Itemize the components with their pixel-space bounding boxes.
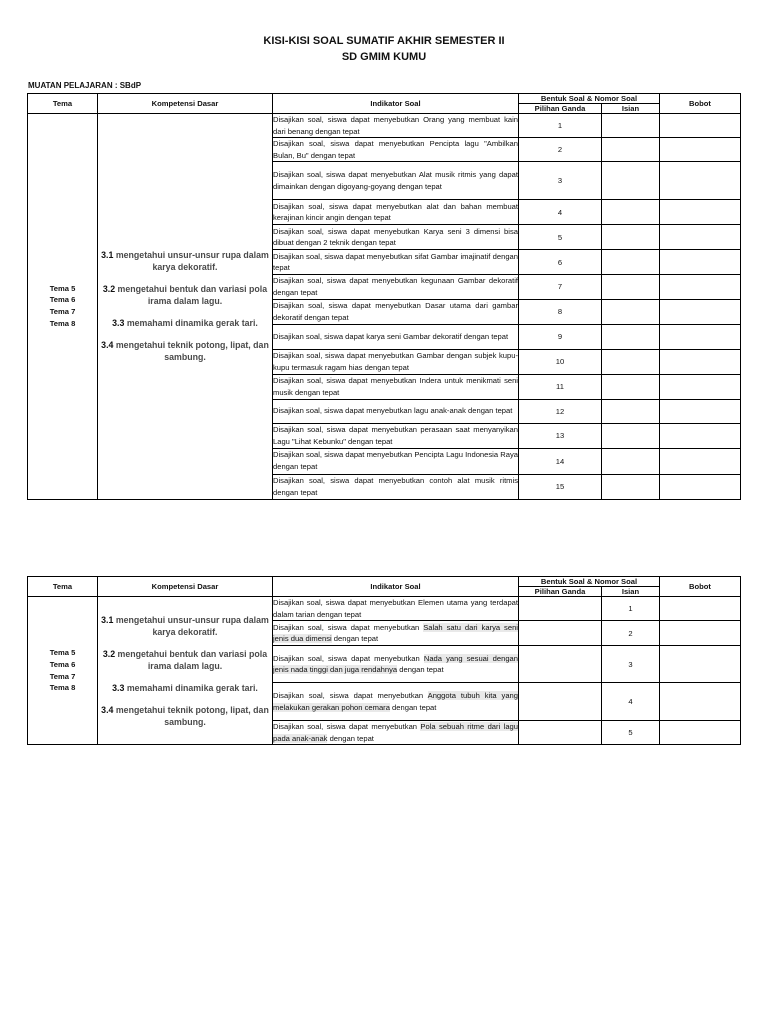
isian-number: 5 bbox=[602, 721, 660, 745]
indikator-text: Disajikan soal, siswa dapat menyebutkan bbox=[273, 653, 424, 663]
header-pilihan-ganda: Pilihan Ganda bbox=[519, 587, 602, 597]
kompetensi-dasar-item bbox=[98, 339, 272, 363]
isian-cell bbox=[602, 423, 660, 448]
indikator-cell: Disajikan soal, siswa dapat menyebutkan Dasar utama dari gambar dekoratif dengan tepat bbox=[273, 299, 519, 324]
kd-number: 3.3 bbox=[112, 318, 125, 329]
indikator-cell: Disajikan soal, siswa dapat menyebutkan Indera untuk menikmati seni musik dengan tepat bbox=[273, 374, 519, 399]
indikator-highlight: Nada yang sesuai dengan jenis nada tinggi dan juga rendahnya bbox=[273, 653, 518, 675]
indikator-cell bbox=[273, 621, 519, 646]
tema-label: Tema 7 bbox=[49, 671, 76, 681]
bobot-cell bbox=[660, 646, 741, 683]
pilihan-ganda-number: 4 bbox=[519, 200, 602, 225]
isian-cell bbox=[602, 162, 660, 200]
pilihan-ganda-number: 3 bbox=[519, 162, 602, 200]
isian-number: 2 bbox=[602, 621, 660, 646]
indikator-highlight: Anggota tubuh kita yang melakukan gerakan pohon cemara bbox=[273, 691, 518, 712]
tema-label: Tema 5 bbox=[49, 283, 76, 293]
kompetensi-dasar-item bbox=[98, 283, 272, 307]
pilihan-ganda-number: 7 bbox=[519, 275, 602, 299]
pilihan-ganda-number: 6 bbox=[519, 250, 602, 275]
indikator-text-end: dengan tepat bbox=[397, 665, 444, 675]
isian-number: 3 bbox=[602, 646, 660, 683]
tema-label: Tema 8 bbox=[49, 319, 76, 329]
kompetensi-dasar-item bbox=[98, 317, 272, 329]
isian-cell bbox=[602, 200, 660, 225]
indikator-cell: Disajikan soal, siswa dapat menyebutkan sifat Gambar imajinatif dengan tepat bbox=[273, 250, 519, 275]
isian-cell bbox=[602, 299, 660, 324]
tema-label: Tema 6 bbox=[49, 295, 76, 305]
indikator-text-end: dengan tepat bbox=[389, 702, 437, 712]
pilihan-ganda-number: 11 bbox=[519, 374, 602, 399]
indikator-highlight: Salah satu dari karya seni jenis dua dimensi bbox=[273, 622, 518, 644]
header-tema: Tema bbox=[28, 94, 98, 114]
pilihan-ganda-number: 10 bbox=[519, 349, 602, 374]
kisi-table-2 bbox=[27, 576, 741, 745]
header-bentuk-soal: Bentuk Soal & Nomor Soal bbox=[519, 94, 660, 104]
kd-text: memahami dinamika gerak tari. bbox=[124, 318, 258, 329]
isian-number: 4 bbox=[602, 683, 660, 721]
header-bentuk-soal: Bentuk Soal & Nomor Soal bbox=[519, 577, 660, 587]
header-tema: Tema bbox=[28, 577, 98, 597]
kompetensi-dasar-cell bbox=[98, 597, 273, 745]
indikator-cell bbox=[273, 721, 519, 745]
kd-text: mengetahui teknik potong, lipat, dan sambung. bbox=[113, 704, 269, 727]
isian-cell bbox=[602, 114, 660, 138]
indikator-cell: Disajikan soal, siswa dapat menyebutkan Pencipta lagu "Ambilkan Bulan, Bu" dengan tepat bbox=[273, 138, 519, 162]
indikator-cell: Disajikan soal, siswa dapat menyebutkan Pencipta Lagu Indonesia Raya dengan tepat bbox=[273, 448, 519, 474]
pilihan-ganda-number: 1 bbox=[519, 114, 602, 138]
kisi-table-1 bbox=[27, 93, 741, 500]
kd-text: mengetahui bentuk dan variasi pola irama dalam lagu. bbox=[115, 648, 268, 671]
pilihan-ganda-number: 14 bbox=[519, 448, 602, 474]
header-pilihan-ganda: Pilihan Ganda bbox=[519, 104, 602, 114]
pilihan-ganda-cell bbox=[519, 721, 602, 745]
indikator-cell: Disajikan soal, siswa dapat menyebutkan perasaan saat menyanyikan Lagu "Lihat Kebunku" dengan tepat bbox=[273, 423, 519, 448]
kompetensi-dasar-item bbox=[98, 249, 272, 273]
pilihan-ganda-number: 2 bbox=[519, 138, 602, 162]
bobot-cell bbox=[660, 399, 741, 423]
pilihan-ganda-cell bbox=[519, 621, 602, 646]
pilihan-ganda-cell bbox=[519, 646, 602, 683]
kd-text: memahami dinamika gerak tari. bbox=[124, 682, 258, 693]
bobot-cell bbox=[660, 114, 741, 138]
kompetensi-dasar-item bbox=[98, 614, 272, 638]
kd-text: mengetahui bentuk dan variasi pola irama dalam lagu. bbox=[115, 284, 268, 307]
bobot-cell bbox=[660, 250, 741, 275]
indikator-cell: Disajikan soal, siswa dapat menyebutkan Alat musik ritmis yang dapat dimainkan dengan digoyang-goyang dengan tepat bbox=[273, 162, 519, 200]
kompetensi-dasar-item bbox=[98, 682, 272, 694]
school-name: SD GMIM KUMU bbox=[341, 51, 427, 63]
header-isian: Isian bbox=[602, 104, 660, 114]
indikator-text: Disajikan soal, siswa dapat menyebutkan bbox=[273, 691, 428, 701]
pilihan-ganda-number: 13 bbox=[519, 423, 602, 448]
kompetensi-dasar-item bbox=[98, 648, 272, 672]
table-row bbox=[28, 114, 741, 138]
indikator-text: Disajikan soal, siswa dapat menyebutkan bbox=[273, 722, 421, 732]
bobot-cell bbox=[660, 349, 741, 374]
indikator-text: Disajikan soal, siswa dapat menyebutkan bbox=[273, 622, 424, 632]
isian-cell bbox=[602, 138, 660, 162]
bobot-cell bbox=[660, 225, 741, 250]
bobot-cell bbox=[660, 138, 741, 162]
pilihan-ganda-cell bbox=[519, 683, 602, 721]
header-bobot: Bobot bbox=[660, 577, 741, 597]
pilihan-ganda-number: 5 bbox=[519, 225, 602, 250]
tema-label: Tema 5 bbox=[49, 648, 76, 658]
isian-cell bbox=[602, 324, 660, 349]
indikator-cell: Disajikan soal, siswa dapat menyebutkan alat dan bahan membuat kerajinan kincir angin dengan tepat bbox=[273, 200, 519, 225]
kd-text: mengetahui unsur-unsur rupa dalam karya dekoratif. bbox=[113, 614, 269, 637]
indikator-cell: Disajikan soal, siswa dapat menyebutkan kegunaan Gambar dekoratif dengan tepat bbox=[273, 275, 519, 299]
indikator-highlight: Pola sebuah ritme dari lagu pada anak-anak bbox=[273, 722, 518, 743]
header-bobot: Bobot bbox=[660, 94, 741, 114]
kd-text: mengetahui teknik potong, lipat, dan sambung. bbox=[113, 340, 269, 363]
indikator-text-end: dengan tepat bbox=[331, 634, 379, 644]
header-indikator: Indikator Soal bbox=[273, 94, 519, 114]
isian-cell bbox=[602, 275, 660, 299]
indikator-text: Disajikan soal, siswa dapat menyebutkan Elemen utama yang terdapat dalam tarian dengan tepat bbox=[273, 598, 518, 619]
isian-cell bbox=[602, 474, 660, 499]
indikator-cell bbox=[273, 646, 519, 683]
tema-label: Tema 6 bbox=[49, 659, 76, 669]
bobot-cell bbox=[660, 162, 741, 200]
isian-cell bbox=[602, 448, 660, 474]
pilihan-ganda-cell bbox=[519, 597, 602, 621]
indikator-cell: Disajikan soal, siswa dapat menyebutkan Gambar dengan subjek kupu-kupu termasuk ragam hias dengan tepat bbox=[273, 349, 519, 374]
tema-label: Tema 8 bbox=[49, 683, 76, 693]
isian-cell bbox=[602, 349, 660, 374]
kd-number: 3.2 bbox=[102, 284, 116, 295]
kd-text: mengetahui unsur-unsur rupa dalam karya dekoratif. bbox=[113, 250, 269, 273]
tema-cell bbox=[28, 597, 98, 745]
bobot-cell bbox=[660, 721, 741, 745]
isian-cell bbox=[602, 374, 660, 399]
header-kompetensi: Kompetensi Dasar bbox=[98, 577, 273, 597]
isian-cell bbox=[602, 250, 660, 275]
indikator-cell: Disajikan soal, siswa dapat karya seni Gambar dekoratif dengan tepat bbox=[273, 324, 519, 349]
tema-label: Tema 7 bbox=[49, 307, 76, 317]
header-isian: Isian bbox=[602, 587, 660, 597]
indikator-cell bbox=[273, 597, 519, 621]
bobot-cell bbox=[660, 275, 741, 299]
kd-number: 3.1 bbox=[101, 250, 114, 261]
pilihan-ganda-number: 15 bbox=[519, 474, 602, 499]
indikator-cell bbox=[273, 683, 519, 721]
isian-number: 1 bbox=[602, 597, 660, 621]
kd-number: 3.3 bbox=[112, 682, 125, 693]
header-indikator: Indikator Soal bbox=[273, 577, 519, 597]
subject-label: MUATAN PELAJARAN : SBdP bbox=[28, 81, 142, 90]
bobot-cell bbox=[660, 200, 741, 225]
bobot-cell bbox=[660, 621, 741, 646]
indikator-cell: Disajikan soal, siswa dapat menyebutkan Orang yang membuat kain dari benang dengan tepat bbox=[273, 114, 519, 138]
bobot-cell bbox=[660, 299, 741, 324]
kd-number: 3.4 bbox=[101, 704, 114, 715]
bobot-cell bbox=[660, 683, 741, 721]
bobot-cell bbox=[660, 474, 741, 499]
bobot-cell bbox=[660, 374, 741, 399]
bobot-cell bbox=[660, 423, 741, 448]
indikator-cell: Disajikan soal, siswa dapat menyebutkan Karya seni 3 dimensi bisa dibuat dengan 2 teknik dengan tepat bbox=[273, 225, 519, 250]
bobot-cell bbox=[660, 597, 741, 621]
pilihan-ganda-number: 12 bbox=[519, 399, 602, 423]
bobot-cell bbox=[660, 448, 741, 474]
kompetensi-dasar-item bbox=[98, 704, 272, 728]
indikator-text-end: dengan tepat bbox=[327, 733, 374, 743]
indikator-cell: Disajikan soal, siswa dapat menyebutkan lagu anak-anak dengan tepat bbox=[273, 399, 519, 423]
table-row bbox=[28, 597, 741, 621]
kd-number: 3.1 bbox=[101, 614, 114, 625]
pilihan-ganda-number: 9 bbox=[519, 324, 602, 349]
isian-cell bbox=[602, 225, 660, 250]
header-kompetensi: Kompetensi Dasar bbox=[98, 94, 273, 114]
document-title: KISI-KISI SOAL SUMATIF AKHIR SEMESTER II bbox=[263, 35, 505, 47]
kd-number: 3.4 bbox=[101, 340, 114, 351]
pilihan-ganda-number: 8 bbox=[519, 299, 602, 324]
isian-cell bbox=[602, 399, 660, 423]
kompetensi-dasar-cell bbox=[98, 114, 273, 500]
kd-number: 3.2 bbox=[102, 648, 116, 659]
bobot-cell bbox=[660, 324, 741, 349]
tema-cell bbox=[28, 114, 98, 500]
indikator-cell: Disajikan soal, siswa dapat menyebutkan contoh alat musik ritmis dengan tepat bbox=[273, 474, 519, 499]
